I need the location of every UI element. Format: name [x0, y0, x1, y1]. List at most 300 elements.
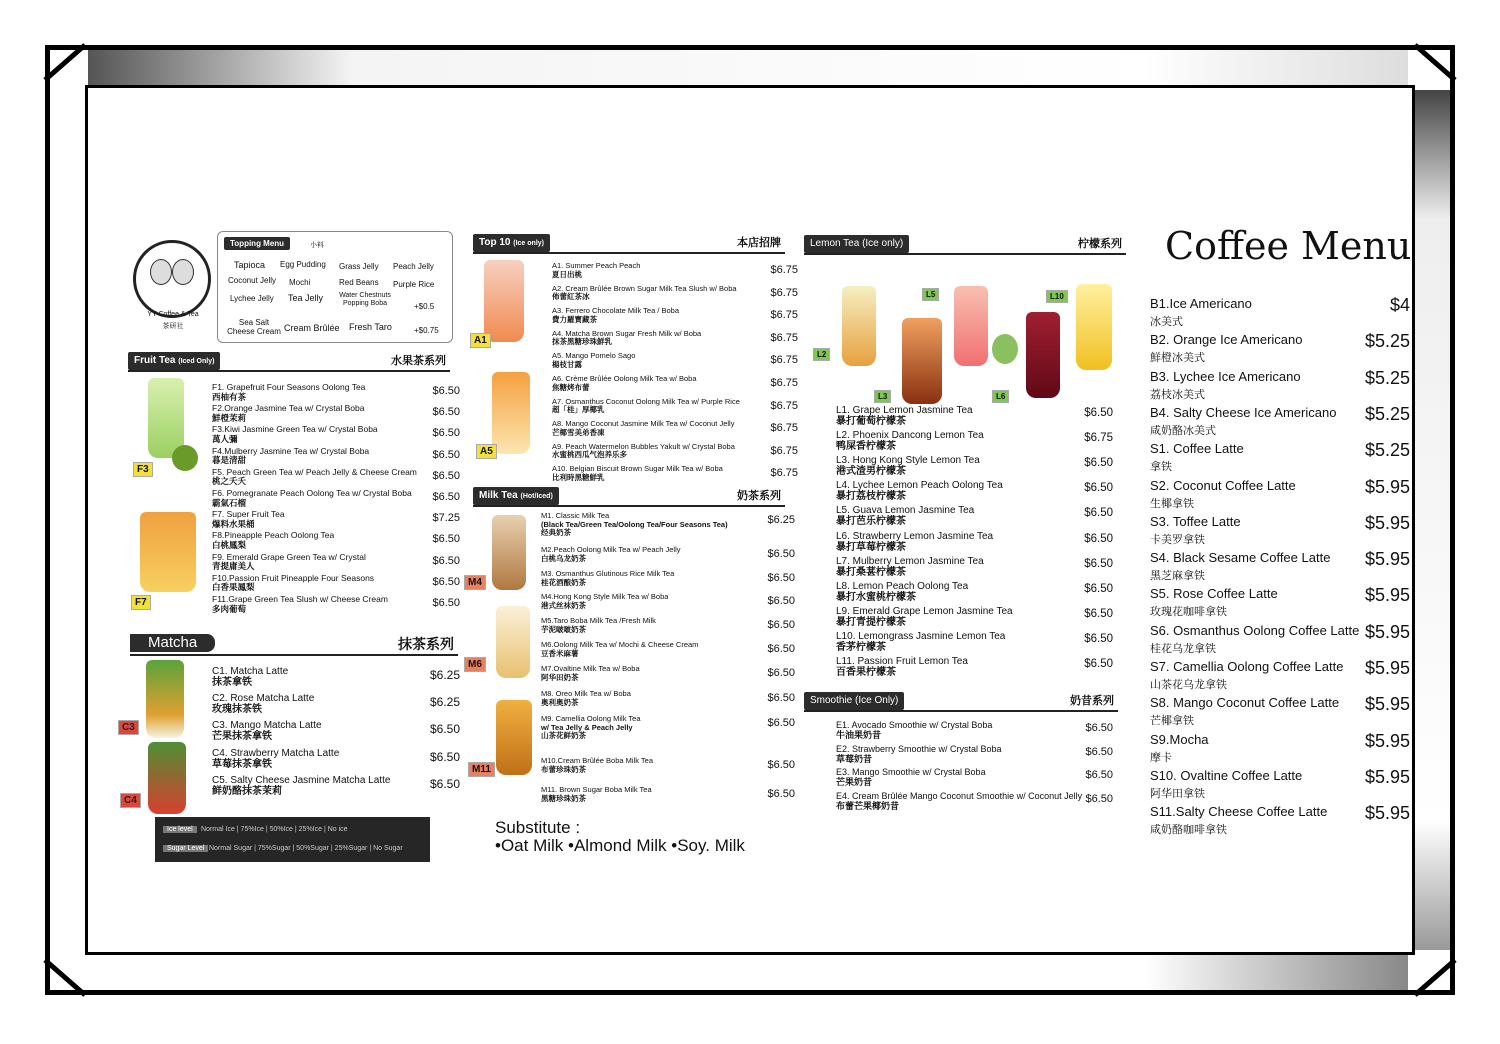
topping-item: Coconut Jelly [228, 276, 277, 285]
coffee-item-price: $5.95 [1364, 803, 1410, 824]
menu-item [836, 656, 968, 678]
menu-item [836, 505, 974, 527]
sugar-level-options: Normal Sugar | 75%Sugar | 50%Sugar | 25%Sugar | No Sugar [209, 845, 403, 852]
coffee-item-price: $4 [1389, 295, 1410, 315]
badge-f7: F7 [131, 595, 151, 610]
topping-item: Mochi [289, 278, 311, 287]
item-name: F2.Orange Jasmine Tea w/ Crystal Boba [212, 403, 365, 414]
item-name-cn: 牛油果奶昔 [836, 730, 882, 740]
item-price: $6.50 [432, 448, 460, 461]
item-name: L2. Phoenix Dancong Lemon Tea [836, 430, 984, 442]
kiwi-icon [172, 445, 198, 471]
menu-item [541, 690, 631, 707]
smoothie-header [804, 692, 1118, 712]
menu-item [212, 720, 322, 742]
coffee-item-name-cn: 咸奶酪冰美式 [1150, 424, 1216, 437]
badge-l6: L6 [992, 390, 1009, 403]
item-name: C3. Mango Matcha Latte [212, 720, 322, 732]
menu-item [212, 693, 314, 715]
matcha-title-cn: 抹茶系列 [398, 636, 454, 652]
coffee-item [1150, 659, 1343, 692]
item-name: M5.Taro Boba Milk Tea /Fresh Milk [541, 616, 656, 625]
mango-pomelo-cup-image [492, 372, 530, 454]
badge-m6: M6 [464, 657, 486, 672]
item-name-cn: 经典奶茶 [541, 528, 571, 537]
item-name-cn: 超「桂」厚椰乳 [552, 405, 605, 415]
item-price: $6.50 [429, 749, 460, 764]
item-price: $6.50 [767, 595, 795, 607]
item-name: L1. Grape Lemon Jasmine Tea [836, 405, 973, 416]
brand-name: YY Coffee & Tea [147, 311, 199, 318]
menu-item [552, 262, 640, 279]
badge-f3: F3 [133, 462, 153, 477]
coffee-item-price: $5.95 [1364, 621, 1410, 642]
item-name-cn: 佈蕾紅茶冰 [552, 292, 590, 302]
item-name: F11.Grape Green Tea Slush w/ Cheese Cream [212, 594, 388, 604]
item-name: E3. Mango Smoothie w/ Crystal Boba [836, 767, 986, 777]
coffee-item-name: S4. Black Sesame Coffee Latte [1150, 550, 1331, 566]
coffee-item [1150, 623, 1359, 656]
item-name: F5. Peach Green Tea w/ Peach Jelly & Cheese Cream [212, 466, 417, 477]
logo-mascot-icon [172, 259, 194, 285]
menu-item [541, 715, 641, 741]
coffee-item-name-cn: 咸奶酪咖啡拿铁 [1150, 824, 1227, 837]
coffee-item-price: $5.25 [1364, 440, 1410, 461]
item-name-cn: 比利時黑糖鮮乳 [552, 472, 605, 482]
item-name: A9. Peach Watermelon Bubbles Yakult w/ Crystal Boba [552, 441, 735, 451]
item-price: $6.75 [770, 467, 798, 480]
item-name-cn: 霸氣石榴 [212, 497, 247, 508]
item-price: $6.50 [1084, 582, 1113, 595]
coffee-item-name: S11.Salty Cheese Coffee Latte [1150, 804, 1328, 820]
item-price: $6.25 [429, 668, 460, 682]
menu-item [212, 383, 365, 402]
item-name-cn: 爆料水果桶 [212, 518, 255, 529]
item-name: F8.Pineapple Peach Oolong Tea [212, 530, 335, 541]
menu-item [836, 430, 984, 452]
menu-item [836, 720, 992, 740]
menu-item [541, 786, 652, 803]
matcha-title: Matcha [130, 634, 215, 652]
item-name-cn: 楊枝甘露 [552, 359, 582, 369]
item-name-cn: 暴打青提柠檬茶 [836, 616, 906, 628]
menu-item [541, 593, 668, 610]
brand-logo [133, 240, 211, 318]
menu-item [836, 480, 1003, 502]
item-name: A1. Summer Peach Peach [552, 261, 641, 270]
menu-item [552, 443, 735, 460]
menu-item [212, 468, 417, 487]
item-name-cn: 豆香米麻薯 [541, 648, 579, 658]
item-name: L9. Emerald Grape Lemon Jasmine Tea [836, 605, 1013, 617]
top10-header [473, 234, 785, 254]
topping-title: Topping Menu [224, 237, 290, 250]
item-price: $6.50 [432, 597, 460, 609]
badge-l5: L5 [922, 288, 939, 301]
item-name-cn: w/ Tea Jelly & Peach Jelly [541, 722, 633, 732]
coffee-item [1150, 804, 1327, 837]
coffee-item-price: $5.95 [1364, 658, 1410, 678]
item-name: A6. Crème Brûlée Oolong Milk Tea w/ Boba [552, 374, 697, 383]
item-name-cn: 焦糖烤布蕾 [552, 382, 590, 392]
menu-item [212, 553, 366, 572]
item-name-cn: 百香果柠檬茶 [836, 667, 896, 678]
item-price: $6.50 [767, 788, 795, 800]
menu-item [552, 420, 734, 437]
coffee-item [1150, 332, 1302, 365]
ice-level-label: Ice level [163, 826, 197, 833]
brand-name-cn: 茶研社 [162, 323, 184, 330]
item-name-cn: 港式渣男柠檬茶 [836, 466, 906, 478]
item-price: $6.75 [770, 377, 798, 389]
item-name: L6. Strawberry Lemon Jasmine Tea [836, 530, 994, 542]
item-name-cn: 草莓抹茶拿铁 [212, 758, 272, 770]
substitute-options: •Oat Milk •Almond Milk •Soy. Milk [495, 836, 745, 855]
summer-peach-cup-image [484, 260, 524, 342]
menu-item [836, 405, 973, 427]
coffee-item-name: S9.Mocha [1150, 731, 1209, 747]
coffee-item [1150, 768, 1302, 801]
item-name-cn: 水蜜桃西瓜气泡养乐多 [552, 450, 627, 460]
menu-item [212, 595, 388, 614]
brown-sugar-boba-cup-image [496, 700, 532, 775]
item-name-cn: 青提庸美人 [212, 561, 255, 572]
menu-item [541, 665, 640, 682]
item-price: $6.50 [1085, 745, 1113, 758]
item-name-cn: 桃之夭夭 [212, 476, 247, 487]
topping-item: Water Chestnuts Popping Boba [339, 292, 391, 307]
oolong-mochi-cup-image [496, 606, 530, 678]
item-price: $6.75 [770, 444, 798, 457]
lemon-tea-cup-image [954, 286, 988, 366]
lemon-tea-cup-image [842, 286, 876, 366]
item-name-cn: 暴打桑葚柠檬茶 [836, 566, 906, 578]
menu-item [541, 617, 656, 634]
item-name-cn: 萬人彌 [212, 433, 238, 444]
item-price: $6.50 [767, 548, 795, 560]
coffee-item-name: B3. Lychee Ice Americano [1150, 368, 1301, 384]
item-name-cn: 奥利奥奶茶 [541, 697, 579, 707]
item-name: A8. Mango Coconut Jasmine Milk Tea w/ Coconut Jelly [552, 419, 735, 429]
menu-item [541, 546, 681, 563]
coffee-item-name-cn: 芒椰拿铁 [1150, 715, 1194, 728]
coffee-item-price: $5.95 [1364, 549, 1410, 570]
coffee-item-name: B2. Orange Ice Americano [1150, 332, 1303, 348]
lemon-tea-title-cn: 柠檬系列 [1078, 238, 1122, 250]
item-price: $6.75 [770, 354, 798, 367]
item-name: E4. Cream Brûlée Mango Coconut Smoothie w/ Coconut Jelly [836, 790, 1083, 801]
item-price: $6.50 [432, 575, 460, 588]
menu-item [836, 744, 1002, 764]
coffee-item-price: $5.95 [1364, 766, 1410, 787]
coffee-item-name-cn: 玫瑰花咖啡拿铁 [1150, 606, 1227, 619]
item-name-cn: 白桃鳳梨 [212, 539, 247, 550]
item-name: A10. Belgian Biscuit Brown Sugar Milk Tea w/ Boba [552, 464, 723, 474]
item-price: $7.25 [432, 512, 460, 525]
item-name: M4.Hong Kong Style Milk Tea w/ Boba [541, 592, 669, 601]
badge-a5: A5 [476, 444, 497, 459]
item-name-cn: 白桃乌龙奶茶 [541, 553, 586, 563]
item-price: $6.50 [432, 469, 460, 482]
coffee-item-name: S5. Rose Coffee Latte [1150, 586, 1278, 602]
item-name-cn: 芒果奶昔 [836, 777, 873, 787]
badge-l10: L10 [1046, 290, 1068, 303]
coffee-item-name-cn: 阿华田拿铁 [1150, 787, 1205, 800]
item-name: M3. Osmanthus Glutinous Rice Milk Tea [541, 569, 675, 578]
menu-item [212, 748, 339, 770]
menu-item [552, 285, 737, 302]
coffee-item [1150, 732, 1209, 765]
item-name-cn: 桂花酒酿奶茶 [541, 577, 586, 587]
coffee-item [1150, 550, 1330, 583]
badge-l3: L3 [874, 390, 891, 403]
coffee-item [1150, 514, 1241, 547]
coffee-item-price: $5.95 [1364, 694, 1410, 715]
item-name-cn: 阿华田奶茶 [541, 672, 579, 682]
topping-item: Cream Brûlée [284, 323, 340, 333]
coffee-item-name: S3. Toffee Latte [1150, 513, 1241, 529]
item-price: $6.50 [432, 385, 460, 397]
badge-m4: M4 [464, 575, 486, 590]
smoothie-title-cn: 奶昔系列 [1070, 695, 1114, 707]
super-fruit-tea-cup-image [140, 512, 196, 592]
smoothie-title: Smoothie (Ice Only) [804, 692, 904, 710]
sugar-level-label: Sugar Level [163, 845, 208, 852]
item-name-cn: 玫瑰抹茶铁 [212, 704, 262, 716]
topping-item: Egg Pudding [280, 260, 326, 269]
menu-item [552, 465, 723, 482]
coffee-item-name: B4. Salty Cheese Ice Americano [1150, 404, 1337, 420]
item-price: $6.50 [1084, 457, 1113, 470]
lemon-tea-title: Lemon Tea (Ice only) [804, 235, 909, 253]
coffee-item-price: $5.25 [1364, 331, 1410, 352]
item-name-cn: 鸭屎香柠檬茶 [836, 441, 896, 453]
item-name: F7. Super Fruit Tea [212, 509, 285, 520]
menu-item [212, 574, 374, 593]
topping-item: Peach Jelly [393, 262, 434, 271]
item-price: $6.50 [767, 717, 795, 729]
topping-item: Red Beans [339, 278, 379, 287]
topping-item: Fresh Taro [349, 322, 392, 332]
menu-item [836, 531, 993, 553]
menu-item [836, 631, 1005, 653]
item-price: $6.50 [1084, 532, 1113, 545]
item-name: L11. Passion Fruit Lemon Tea [836, 656, 968, 667]
item-name: M11. Brown Sugar Boba Milk Tea [541, 785, 652, 794]
item-price: $6.50 [429, 776, 460, 791]
item-price: $6.50 [1084, 482, 1113, 495]
item-name: C1. Matcha Latte [212, 666, 289, 677]
ice-level-options: Normal Ice | 75%Ice | 50%Ice | 25%Ice | No ice [201, 826, 348, 833]
item-name: F10.Passion Fruit Pineapple Four Seasons [212, 572, 375, 583]
coffee-item-name-cn: 冰美式 [1150, 316, 1183, 328]
badge-m11: M11 [468, 762, 495, 777]
item-name: M9. Camellia Oolong Milk Tea [541, 714, 641, 723]
menu-item [212, 531, 334, 550]
menu-item [836, 767, 986, 787]
item-price: $6.50 [432, 491, 460, 503]
item-price: $6.50 [767, 619, 795, 631]
item-name: L8. Lemon Peach Oolong Tea [836, 580, 969, 592]
item-name-cn: 暮是清甜 [212, 455, 247, 466]
menu-item [552, 330, 701, 347]
item-name: E2. Strawberry Smoothie w/ Crystal Boba [836, 743, 1002, 754]
item-price: $6.50 [767, 692, 795, 704]
item-price: $6.50 [1085, 722, 1113, 734]
item-name-cn: 草莓奶昔 [836, 753, 873, 764]
item-name-cn: 多肉葡萄 [212, 603, 247, 614]
coffee-item-name: S2. Coconut Coffee Latte [1150, 477, 1296, 493]
menu-item [541, 757, 653, 774]
topping-item: Grass Jelly [339, 262, 379, 271]
item-name-cn: 香茅柠檬茶 [836, 641, 886, 653]
item-price: $6.50 [1085, 769, 1113, 781]
item-price: $6.50 [1084, 557, 1113, 570]
menu-item [212, 775, 390, 797]
item-price: $6.75 [770, 286, 798, 299]
topping-item: Tapioca [234, 260, 266, 270]
strawberry-matcha-cup-image [148, 742, 186, 814]
item-name: L5. Guava Lemon Jasmine Tea [836, 505, 975, 517]
item-price: $6.75 [770, 264, 798, 276]
item-price: $6.50 [432, 427, 460, 440]
top10-title-cn: 本店招牌 [737, 237, 781, 249]
item-price: $6.50 [767, 759, 795, 771]
coffee-item-name: S10. Ovaltine Coffee Latte [1150, 767, 1303, 783]
mango-matcha-cup-image [146, 660, 184, 738]
menu-item [212, 666, 288, 688]
item-price: $6.75 [770, 331, 798, 344]
milk-tea-title-cn: 奶茶系列 [737, 490, 781, 502]
fruit-tea-title-cn: 水果茶系列 [391, 355, 446, 367]
menu-item [836, 581, 968, 603]
menu-item [836, 791, 1082, 811]
logo-mascot-icon [150, 259, 172, 285]
item-name: F3.Kiwi Jasmine Green Tea w/ Crystal Boba [212, 424, 378, 435]
item-name: A7. Osmanthus Coconut Oolong Milk Tea w/ Purple Rice [552, 396, 740, 406]
item-name-cn: (Black Tea/Green Tea/Oolong Tea/Four Seasons Tea) [541, 519, 728, 529]
topping-price-small: +$0.5 [414, 302, 435, 311]
coffee-menu-title: Coffee Menu [1165, 224, 1412, 268]
item-name-cn: 芋泥啵啵奶茶 [541, 624, 586, 634]
substitute-label: Substitute : [495, 818, 581, 837]
item-name-cn: 西柚有茶 [212, 391, 247, 402]
item-price: $6.50 [1085, 792, 1113, 805]
item-name: F9. Emerald Grape Green Tea w/ Crystal [212, 551, 366, 562]
item-name: F4.Mulberry Jasmine Tea w/ Crystal Boba [212, 445, 370, 456]
coffee-item [1150, 405, 1336, 438]
item-name-cn: 布蕾芒果椰奶昔 [836, 800, 900, 811]
badge-l2: L2 [813, 348, 830, 361]
ice-sugar-level-box [155, 817, 430, 862]
coffee-item-price: $5.95 [1364, 512, 1410, 533]
badge-c4: C4 [120, 793, 141, 808]
menu-item [541, 641, 698, 658]
item-name-cn: 夏日出桃 [552, 269, 582, 279]
item-name: M6.Oolong Milk Tea w/ Mochi & Cheese Cream [541, 640, 699, 649]
item-name-cn: 芒果抹茶拿铁 [212, 731, 272, 743]
coffee-item-name: S8. Mango Coconut Coffee Latte [1150, 695, 1340, 711]
milk-tea-title: Milk Tea (Hot/Iced) [473, 487, 559, 505]
coffee-item [1150, 296, 1252, 329]
item-name: F1. Grapefruit Four Seasons Oolong Tea [212, 382, 366, 392]
menu-item [552, 398, 740, 415]
coffee-item-name-cn: 黑芝麻拿铁 [1150, 570, 1205, 583]
coffee-item-price: $5.95 [1364, 585, 1410, 606]
item-name: M7.Ovaltine Milk Tea w/ Boba [541, 664, 640, 673]
item-price: $6.50 [1084, 658, 1113, 670]
menu-item [212, 489, 412, 508]
item-name: A2. Cream Brûlée Brown Sugar Milk Tea Slush w/ Boba [552, 283, 737, 293]
menu-item [541, 570, 674, 587]
matcha-header [130, 634, 458, 656]
lemon-tea-header [804, 235, 1126, 255]
lemon-tea-cup-image [902, 318, 942, 404]
item-name: M2.Peach Oolong Milk Tea w/ Peach Jelly [541, 545, 681, 554]
item-name-cn: 鲜奶酪抹茶茉莉 [212, 785, 282, 797]
item-name: F6. Pomegranate Peach Oolong Tea w/ Crystal Boba [212, 488, 412, 498]
item-name-cn: 港式丝袜奶茶 [541, 600, 586, 610]
item-name: L7. Mulberry Lemon Jasmine Tea [836, 555, 984, 567]
coffee-item-name-cn: 摩卡 [1150, 751, 1172, 764]
menu-item [836, 556, 984, 578]
item-price: $6.50 [767, 572, 795, 584]
coffee-item-name: S7. Camellia Oolong Coffee Latte [1150, 659, 1344, 674]
menu-item [552, 307, 679, 324]
coffee-item-name-cn: 荔枝冰美式 [1150, 388, 1205, 401]
item-name: L10. Lemongrass Jasmine Lemon Tea [836, 630, 1006, 642]
coffee-item [1150, 695, 1339, 728]
coffee-item-name-cn: 卡美罗拿铁 [1150, 533, 1205, 546]
item-name-cn: 費力羅寶藏茶 [552, 314, 597, 324]
top10-title: Top 10 (Ice only) [473, 234, 550, 252]
item-price: $6.50 [767, 643, 795, 655]
badge-c3: C3 [118, 720, 139, 735]
item-name: L3. Hong Kong Style Lemon Tea [836, 455, 980, 467]
coffee-item-price: $5.25 [1364, 367, 1410, 388]
topping-item: Tea Jelly [288, 293, 324, 303]
item-name: C5. Salty Cheese Jasmine Matcha Latte [212, 774, 391, 786]
coffee-item [1150, 478, 1296, 511]
badge-a1: A1 [470, 333, 491, 348]
item-name-cn: 暴打荔枝柠檬茶 [836, 491, 906, 503]
item-name-cn: 暴打芭乐柠檬茶 [836, 516, 906, 528]
item-price: $6.50 [1084, 607, 1113, 620]
item-name-cn: 白香果鳳梨 [212, 582, 255, 593]
item-name: A5. Mango Pomelo Sago [552, 351, 636, 361]
coffee-item-name-cn: 山茶花乌龙拿铁 [1150, 679, 1227, 691]
item-name: C2. Rose Matcha Latte [212, 693, 315, 705]
item-name: E1. Avocado Smoothie w/ Crystal Boba [836, 720, 993, 730]
item-name-cn: 抹茶拿铁 [212, 677, 252, 688]
item-name-cn: 暴打葡萄柠檬茶 [836, 416, 906, 427]
item-price: $6.50 [1084, 407, 1113, 419]
item-price: $6.75 [770, 399, 798, 412]
item-price: $6.50 [429, 722, 460, 737]
item-name: A3. Ferrero Chocolate Milk Tea / Boba [552, 306, 680, 316]
item-name-cn: 山茶花鲜奶茶 [541, 731, 586, 740]
topping-item: Lychee Jelly [230, 294, 274, 303]
coffee-item-price: $5.25 [1364, 403, 1410, 424]
item-name: L4. Lychee Lemon Peach Oolong Tea [836, 480, 1003, 492]
item-name: C4. Strawberry Matcha Latte [212, 747, 340, 759]
item-name-cn: 抹茶黑糖珍珠鮮乳 [552, 337, 612, 347]
lemon-tea-cup-image [1026, 312, 1060, 398]
item-name-cn: 暴打水蜜桃柠檬茶 [836, 591, 916, 603]
coffee-item-price: $5.95 [1364, 730, 1410, 751]
topping-title-cn: 小料 [310, 242, 324, 249]
item-price: $6.75 [770, 309, 798, 322]
